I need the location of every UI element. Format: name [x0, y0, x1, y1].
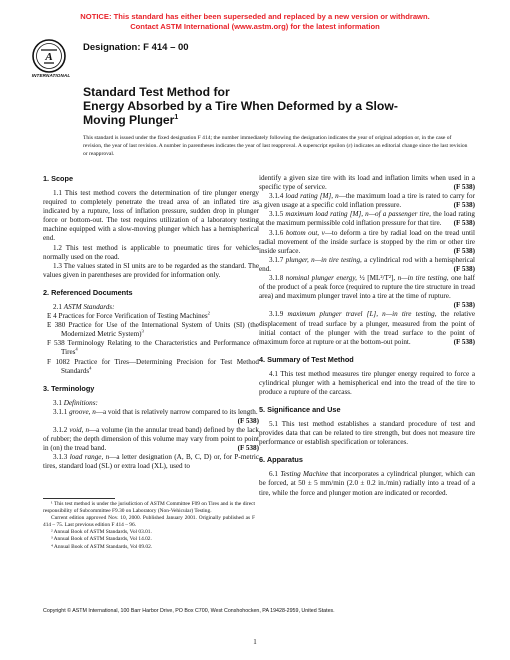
paragraph-1-2: 1.2 This test method is applicable to pneumatic tires for vehicles normally used on the road. — [43, 243, 259, 261]
section-heading-referenced-documents: 2. Referenced Documents — [43, 287, 133, 297]
document-title — [83, 85, 413, 127]
paragraph-2-1: 2.1 ASTM Standards: — [53, 302, 115, 311]
section-heading-significance: 5. Significance and Use — [259, 405, 341, 415]
definition-maximum-plunger-travel: 3.1.9 maximum plunger travel [L], n—in tire testing, the relative displacement of tread surface by a plunger, measured from the point of initial contact of the plunger with the tread surface to the point of maximum force at rupture or at the bottom-out point. (F 538) — [259, 310, 475, 346]
definition-bottom-out: 3.1.6 bottom out, v—to deform a tire by radial load on the tread until radial movement of the inside surface is stopped by the rim or other tire inside surface. (F 538) — [259, 228, 475, 255]
paragraph-1-3: 1.3 The values stated in SI units are to be regarded as the standard. The values given in parentheses are provided for information only. — [43, 261, 259, 279]
definition-load-rating: 3.1.4 load rating [M], n—the maximum load a tire is rated to carry for a given usage at a specific cold inflation pressure. (F 538) — [259, 192, 475, 210]
definition-groove: 3.1.1 groove, n—a void that is relatively narrow compared to its length. (F 538) — [53, 407, 259, 425]
paragraph-1-1: 1.1 This test method covers the determination of tire plunger energy required to completely penetrate the tread area of an inflated tire as indicated by a rupture, loss of inflation pressure, sudden drop in plunger force or bottom-out. The test requires utilization of a laboratory testing machine equipped with a slow-moving plunger which has a hemispherical end. — [43, 189, 259, 243]
svg-text:A: A — [45, 51, 53, 63]
title-line-2: Energy Absorbed by a Tire When Deformed by a Slow- — [83, 99, 398, 113]
definition-maximum-load-rating: 3.1.5 maximum load rating [M], n—of a passenger tire, the load rating at the maximum permissible cold inflation pressure for that tire. (F 538) — [259, 210, 476, 228]
footnotes — [43, 501, 255, 551]
reference-e4: E 4 Practices for Force Verification of Testing Machines$^2$ — [47, 310, 210, 321]
definition-nominal-plunger-energy: 3.1.8 nominal plunger energy, ½ [ML²/T²], n—in tire testing, one half of the product of a peak force (required to rupture the tire structure in tread area) and maximum plunger travel into a tire at the time of rupture. (F 538) — [259, 274, 475, 310]
footnote-3: ³ Annual Book of ASTM Standards, Vol 14.02. — [51, 536, 152, 543]
definition-load-range-part-2: identify a given size tire with its load and inflation limits when used in a specific type of service. (F 538) — [259, 174, 475, 192]
notice-line-1: NOTICE: This standard has either been superseded and replaced by a new version or withdrawn. — [80, 12, 430, 21]
section-heading-apparatus: 6. Apparatus — [259, 455, 303, 465]
title-line-3: Moving Plunger$^1$ — [83, 113, 179, 127]
reference-f538: F 538 Terminology Relating to the Characteristics and Performance of Tires$^4$ — [47, 339, 259, 357]
reference-e380: E 380 Practice for Use of the International System of Units (SI) (the Modernized Metric System)$^3$ — [47, 321, 259, 339]
designation: Designation: F 414 – 00 — [83, 42, 189, 53]
definition-plunger: 3.1.7 plunger, n—in tire testing, a cylindrical rod with a hemispherical end. (F 538) — [259, 255, 475, 273]
definition-load-range-part-1: 3.1.3 load range, n—a letter designation (A, B, C, D) or, for P-metric tires, standard load (SL) or extra load (XL), used to — [43, 453, 259, 471]
paragraph-3-1: 3.1 Definitions: — [53, 398, 98, 407]
footnote-4: ⁴ Annual Book of ASTM Standards, Vol 09.02. — [51, 543, 153, 550]
title-line-1: Standard Test Method for — [83, 85, 230, 99]
copyright-line: Copyright © ASTM International, 100 Barr Harbor Drive, PO Box C700, West Conshohocken, PA 19428-2959, United States. — [43, 608, 335, 614]
logo-caption: INTERNATIONAL — [31, 73, 71, 78]
footnote-1: ¹ This test method is under the jurisdiction of ASTM Committee F09 on Tires and is the direct responsibility of Subcommittee F9.30 on Laboratory (Non-Vehicular) Testing. — [43, 501, 255, 515]
page-number: 1 — [253, 638, 257, 646]
section-heading-terminology: 3. Terminology — [43, 383, 95, 393]
withdrawal-notice — [0, 12, 510, 32]
paragraph-6-1: 6.1 Testing Machine that incorporates a cylindrical plunger, which can be forced, at 50 ± 5 mm/min (2.0 ± 0.2 in./min) radially into a tread of a tire, while the force and plunger motion are indicated or recorded. — [259, 470, 475, 497]
paragraph-4-1: 4.1 This test method measures tire plunger energy required to force a cylindrical plunger with a hemispherical end into the tread of the tire to produce a rupture of the carcass. — [259, 369, 475, 396]
paragraph-5-1: 5.1 This test method establishes a standard procedure of test and provides data that can be related to tire strength, but does not measure tire performance or establish specification or tolerances. — [259, 420, 475, 447]
notice-line-2: Contact ASTM International (www.astm.org) for the latest information — [130, 22, 380, 31]
left-column — [43, 174, 259, 471]
issuance-note: This standard is issued under the fixed designation F 414; the number immediately following the designation indicates the year of original adoption or, in the case of revision, the year of last revision. A number in parentheses indicates the year of last reapproval. A superscript epsilon (ε) indicates an editorial change since the last revision or reapproval. — [83, 135, 468, 157]
definition-void: 3.1.2 void, n—a volume (in the annular tread band) defined by the lack of rubber; the depth dimension of this volume may vary from point to point in (on) the tread band. (F 538) — [43, 425, 259, 453]
right-column — [259, 174, 475, 498]
footnote-divider — [43, 498, 115, 499]
footnote-2: ² Annual Book of ASTM Standards, Vol 03.01. — [51, 529, 152, 536]
astm-logo-icon — [32, 39, 66, 73]
section-heading-summary: 4. Summary of Test Method — [259, 354, 354, 364]
footnote-1-continued: Current edition approved Nov. 10, 2000. Published January 2001. Originally published as F 414 – 75. Last previous edition F 414 – 96. — [43, 515, 255, 529]
reference-f1082: F 1082 Practice for Tires—Determining Precision for Test Method Standards$^4$ — [47, 357, 259, 375]
section-heading-scope: 1. Scope — [43, 174, 74, 183]
